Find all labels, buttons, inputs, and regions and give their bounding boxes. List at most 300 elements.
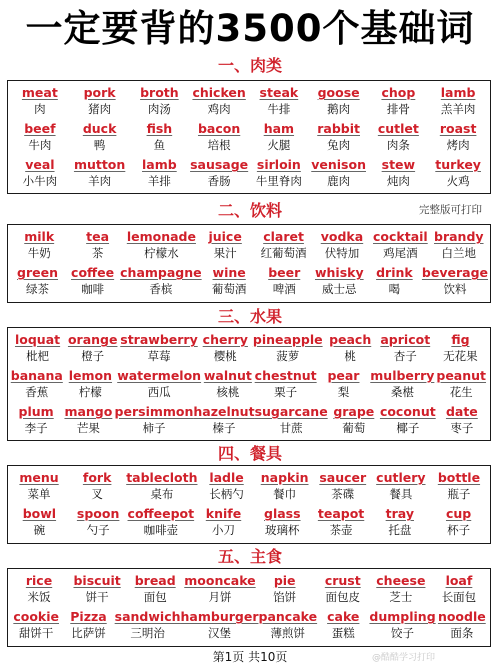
chinese-meaning: 餐具: [389, 487, 413, 501]
english-word: banana: [10, 368, 63, 383]
english-word: plum: [18, 404, 54, 419]
word-entry: [429, 506, 488, 538]
english-word: loquat: [14, 332, 61, 347]
section-title: 三、水果: [217, 307, 282, 326]
english-word: mooncake: [184, 573, 256, 588]
chinese-meaning: 羔羊肉: [440, 102, 476, 116]
english-word: dumpling: [369, 609, 436, 624]
word-entry: [430, 573, 488, 605]
word-entry: [428, 157, 488, 189]
chinese-meaning: 绿茶: [26, 282, 50, 296]
word-entry: [430, 470, 488, 502]
word-table: [7, 568, 491, 647]
word-entry: [62, 609, 114, 641]
chinese-meaning: 月饼: [208, 590, 232, 604]
word-entry: [249, 121, 309, 153]
word-entry: [126, 573, 184, 605]
chinese-meaning: 花生: [449, 385, 473, 399]
word-entry: [249, 85, 309, 117]
english-word: pancake: [258, 609, 318, 624]
english-word: pineapple: [252, 332, 323, 347]
word-row: [10, 121, 488, 153]
word-entry: [313, 229, 371, 261]
chinese-meaning: 枣子: [450, 421, 474, 435]
word-entry: [369, 157, 429, 189]
word-entry: [10, 506, 69, 538]
word-entry: [10, 368, 64, 400]
chinese-meaning: 梨: [337, 385, 350, 399]
english-word: grape: [333, 404, 375, 419]
english-word: walnut: [203, 368, 252, 383]
word-entry: [68, 573, 126, 605]
english-word: wine: [212, 265, 246, 280]
word-entry: [372, 573, 430, 605]
english-word: green: [17, 265, 59, 280]
english-word: milk: [24, 229, 55, 244]
chinese-meaning: 薄煎饼: [270, 626, 306, 640]
english-word: glass: [264, 506, 301, 521]
chinese-meaning: 李子: [24, 421, 48, 435]
chinese-meaning: 面包皮: [325, 590, 361, 604]
english-word: lamb: [142, 157, 177, 172]
english-word: rice: [25, 573, 53, 588]
chinese-meaning: 托盘: [388, 523, 412, 537]
chinese-meaning: 鱼: [153, 138, 166, 152]
english-word: peanut: [436, 368, 487, 383]
chinese-meaning: 肉: [34, 102, 46, 116]
english-word: cherry: [202, 332, 248, 347]
chinese-meaning: 鸡肉: [207, 102, 231, 116]
english-word: sirloin: [256, 157, 301, 172]
word-entry: [193, 404, 254, 436]
chinese-meaning: 兔肉: [327, 138, 351, 152]
english-word: stew: [381, 157, 416, 172]
chinese-meaning: 玻璃杯: [265, 523, 300, 537]
english-word: date: [445, 404, 478, 419]
english-word: pork: [83, 85, 116, 100]
word-entry: [69, 506, 128, 538]
chinese-meaning: 勺子: [86, 523, 110, 537]
word-entry: [372, 470, 430, 502]
english-word: tea: [86, 229, 110, 244]
word-entry: [317, 609, 369, 641]
english-word: loaf: [445, 573, 473, 588]
english-word: lemonade: [126, 229, 196, 244]
chinese-meaning: 三明治: [130, 626, 165, 640]
chinese-meaning: 叉: [91, 487, 103, 501]
word-entry: [120, 332, 197, 364]
english-word: cutlery: [376, 470, 426, 485]
chinese-meaning: 柠檬: [78, 385, 102, 399]
english-word: menu: [19, 470, 59, 485]
english-word: vodka: [320, 229, 364, 244]
page-indicator: 第1页 共10页: [212, 650, 288, 664]
word-entry: [201, 368, 255, 400]
chinese-meaning: 肉汤: [147, 102, 171, 116]
chinese-meaning: 饺子: [391, 626, 415, 640]
word-entry: [68, 229, 126, 261]
word-entry: [64, 368, 118, 400]
english-word: cocktail: [373, 229, 428, 244]
english-word: lamb: [440, 85, 476, 100]
english-word: sugarcane: [254, 404, 328, 419]
word-row: [10, 265, 488, 297]
english-word: strawberry: [120, 332, 198, 347]
english-word: meat: [21, 85, 58, 100]
english-word: orange: [67, 332, 118, 347]
word-entry: [189, 121, 249, 153]
word-entry: [317, 368, 371, 400]
english-word: ladle: [209, 470, 244, 485]
english-word: ham: [263, 121, 295, 136]
english-word: lemon: [68, 368, 113, 383]
word-entry: [115, 609, 181, 641]
chinese-meaning: 猪肉: [88, 102, 112, 116]
english-word: sausage: [190, 157, 249, 172]
chinese-meaning: 火腿: [267, 138, 291, 152]
word-entry: [436, 609, 488, 641]
word-entry: [181, 609, 259, 641]
word-entry: [422, 265, 488, 297]
word-table: [7, 80, 491, 194]
english-word: apricot: [380, 332, 431, 347]
chinese-meaning: 羊排: [147, 174, 171, 188]
chinese-meaning: 长面包: [441, 590, 477, 604]
word-row: [10, 609, 488, 641]
english-word: mutton: [73, 157, 126, 172]
word-entry: [65, 332, 120, 364]
chinese-meaning: 蛋糕: [331, 626, 355, 640]
word-entry: [197, 470, 255, 502]
english-word: rabbit: [317, 121, 360, 136]
word-entry: [312, 506, 371, 538]
chinese-meaning: 碗: [33, 523, 46, 537]
english-word: coffeepot: [127, 506, 195, 521]
english-word: mango: [64, 404, 113, 419]
word-entry: [314, 573, 372, 605]
chinese-meaning: 餐巾: [273, 487, 297, 501]
word-entry: [369, 609, 435, 641]
word-entry: [255, 368, 317, 400]
word-entry: [70, 121, 130, 153]
english-word: hamburger: [180, 609, 259, 624]
chinese-meaning: 芝士: [389, 590, 413, 604]
english-word: pear: [327, 368, 360, 383]
chinese-meaning: 咖啡: [81, 282, 105, 296]
chinese-meaning: 桑椹: [390, 385, 414, 399]
word-row: [10, 404, 488, 436]
chinese-meaning: 葡萄酒: [211, 282, 247, 296]
word-entry: [371, 229, 429, 261]
chinese-meaning: 啤酒: [272, 282, 296, 296]
chinese-meaning: 面包: [143, 590, 167, 604]
word-row: [10, 470, 488, 502]
english-word: Pizza: [70, 609, 107, 624]
english-word: fish: [146, 121, 173, 136]
word-entry: [130, 157, 190, 189]
word-entry: [309, 121, 369, 153]
word-entry: [309, 85, 369, 117]
word-entry: [255, 404, 328, 436]
chinese-meaning: 瓶子: [447, 487, 471, 501]
chinese-meaning: 喝: [388, 282, 401, 296]
chinese-meaning: 核桃: [216, 385, 240, 399]
english-word: juice: [208, 229, 242, 244]
english-word: coconut: [379, 404, 436, 419]
chinese-meaning: 培根: [207, 138, 231, 152]
word-entry: [309, 157, 369, 189]
word-entry: [127, 229, 196, 261]
chinese-meaning: 小刀: [212, 523, 236, 537]
english-word: persimmon: [114, 404, 194, 419]
chinese-meaning: 炖肉: [386, 174, 410, 188]
chinese-meaning: 杯子: [447, 523, 471, 537]
english-word: crust: [324, 573, 361, 588]
word-entry: [434, 368, 488, 400]
word-entry: [380, 404, 436, 436]
chinese-meaning: 香蕉: [25, 385, 49, 399]
english-word: drink: [376, 265, 413, 280]
chinese-meaning: 茶碟: [331, 487, 355, 501]
word-entry: [65, 265, 120, 297]
chinese-meaning: 柠檬水: [144, 246, 179, 260]
word-table: [7, 224, 491, 303]
word-entry: [254, 229, 312, 261]
word-entry: [10, 265, 65, 297]
word-entry: [436, 404, 488, 436]
word-entry: [120, 265, 201, 297]
chinese-meaning: 比萨饼: [71, 626, 106, 640]
word-entry: [328, 404, 380, 436]
english-word: broth: [140, 85, 179, 100]
english-word: bottle: [437, 470, 481, 485]
english-word: claret: [263, 229, 304, 244]
chinese-meaning: 樱桃: [213, 349, 237, 363]
chinese-meaning: 栗子: [274, 385, 298, 399]
chinese-meaning: 牛肉: [28, 138, 52, 152]
chinese-meaning: 馅饼: [273, 590, 297, 604]
word-entry: [126, 470, 197, 502]
word-row: [10, 368, 488, 400]
english-word: steak: [259, 85, 299, 100]
word-entry: [10, 404, 62, 436]
section-title: 一、肉类: [217, 56, 282, 75]
word-entry: [253, 332, 323, 364]
english-word: chestnut: [254, 368, 317, 383]
chinese-meaning: 桌布: [150, 487, 174, 501]
word-entry: [370, 506, 429, 538]
chinese-meaning: 羊肉: [88, 174, 112, 188]
chinese-meaning: 杏子: [393, 349, 417, 363]
chinese-meaning: 茶壶: [329, 523, 353, 537]
english-word: mulberry: [370, 368, 435, 383]
chinese-meaning: 茶: [91, 246, 104, 260]
word-entry: [128, 506, 195, 538]
word-entry: [369, 121, 429, 153]
word-entry: [314, 470, 372, 502]
word-entry: [10, 85, 70, 117]
word-entry: [370, 368, 434, 400]
english-word: brandy: [434, 229, 484, 244]
chinese-meaning: 长柄勺: [209, 487, 244, 501]
word-entry: [256, 573, 314, 605]
word-entry: [312, 265, 367, 297]
word-entry: [369, 85, 429, 117]
english-word: napkin: [260, 470, 309, 485]
english-word: beverage: [421, 265, 488, 280]
word-entry: [367, 265, 422, 297]
chinese-meaning: 饼干: [85, 590, 109, 604]
chinese-meaning: 饮料: [443, 282, 467, 296]
chinese-meaning: 葡萄: [342, 421, 366, 435]
english-word: bread: [134, 573, 176, 588]
section-title: 四、餐具: [217, 444, 282, 463]
english-word: beef: [24, 121, 56, 136]
word-entry: [70, 85, 130, 117]
word-entry: [10, 609, 62, 641]
word-entry: [184, 573, 255, 605]
english-word: roast: [439, 121, 477, 136]
english-word: tablecloth: [126, 470, 198, 485]
chinese-meaning: 牛排: [267, 102, 291, 116]
english-word: sandwich: [114, 609, 181, 624]
chinese-meaning: 枇杷: [26, 349, 50, 363]
chinese-meaning: 西瓜: [147, 385, 171, 399]
word-entry: [194, 506, 253, 538]
chinese-meaning: 榛子: [212, 421, 236, 435]
chinese-meaning: 烤肉: [446, 138, 470, 152]
english-word: cake: [327, 609, 360, 624]
english-word: venison: [311, 157, 366, 172]
english-word: duck: [82, 121, 117, 136]
word-entry: [10, 470, 68, 502]
english-word: tray: [385, 506, 414, 521]
chinese-meaning: 鸭: [93, 138, 106, 152]
word-entry: [428, 85, 488, 117]
chinese-meaning: 白兰地: [441, 246, 477, 260]
word-entry: [115, 404, 194, 436]
word-row: [10, 573, 488, 605]
english-word: coffee: [71, 265, 115, 280]
chinese-meaning: 牛里脊肉: [255, 174, 302, 188]
english-word: fig: [451, 332, 470, 347]
page-title: 一定要背的3500个基础词: [25, 7, 475, 50]
word-entry: [198, 332, 253, 364]
chinese-meaning: 米饭: [27, 590, 51, 604]
word-entry: [202, 265, 257, 297]
english-word: bacon: [197, 121, 241, 136]
chinese-meaning: 草莓: [147, 349, 171, 363]
english-word: saucer: [319, 470, 367, 485]
english-word: teapot: [317, 506, 365, 521]
english-word: knife: [205, 506, 242, 521]
english-word: whisky: [314, 265, 364, 280]
english-word: cookie: [13, 609, 59, 624]
english-word: spoon: [76, 506, 120, 521]
chinese-meaning: 牛奶: [27, 246, 51, 260]
english-word: cup: [445, 506, 472, 521]
chinese-meaning: 鹅肉: [327, 102, 351, 116]
chinese-meaning: 芒果: [76, 421, 100, 435]
word-row: [10, 332, 488, 364]
english-word: bowl: [22, 506, 57, 521]
english-word: goose: [317, 85, 360, 100]
word-entry: [10, 121, 70, 153]
word-table: [7, 327, 491, 441]
chinese-meaning: 咖啡壶: [143, 523, 179, 537]
word-entry: [430, 229, 488, 261]
word-entry: [10, 229, 68, 261]
chinese-meaning: 香槟: [149, 282, 173, 296]
chinese-meaning: 果汁: [213, 246, 237, 260]
section-title: 五、主食: [217, 547, 282, 566]
word-entry: [10, 332, 65, 364]
english-word: noodle: [437, 609, 486, 624]
english-word: fork: [82, 470, 112, 485]
word-row: [10, 506, 488, 538]
chinese-meaning: 汉堡: [208, 626, 232, 640]
chinese-meaning: 香肠: [207, 174, 231, 188]
word-row: [10, 229, 488, 261]
chinese-meaning: 甘蔗: [279, 421, 303, 435]
word-entry: [130, 121, 190, 153]
section-title: 二、饮料: [217, 201, 282, 220]
watermark: @酷酷学习打印: [372, 653, 436, 663]
word-entry: [130, 85, 190, 117]
word-entry: [62, 404, 114, 436]
english-word: biscuit: [73, 573, 121, 588]
word-entry: [189, 157, 249, 189]
word-entry: [257, 265, 312, 297]
word-entry: [10, 157, 70, 189]
word-entry: [259, 609, 318, 641]
english-word: pie: [273, 573, 296, 588]
chinese-meaning: 排骨: [386, 102, 410, 116]
word-entry: [249, 157, 309, 189]
word-entry: [433, 332, 488, 364]
english-word: chicken: [192, 85, 246, 100]
word-entry: [10, 573, 68, 605]
chinese-meaning: 鸡尾酒: [383, 246, 418, 260]
word-row: [10, 157, 488, 189]
english-word: peach: [329, 332, 372, 347]
word-entry: [323, 332, 378, 364]
complete-version-note: 完整版可打印: [419, 204, 482, 216]
word-entry: [196, 229, 254, 261]
english-word: cheese: [376, 573, 426, 588]
english-word: turkey: [435, 157, 481, 172]
english-word: watermelon: [117, 368, 202, 383]
chinese-meaning: 无花果: [443, 349, 478, 363]
chinese-meaning: 桃: [344, 349, 356, 363]
english-word: champagne: [120, 265, 202, 280]
chinese-meaning: 菠萝: [276, 349, 300, 363]
chinese-meaning: 鹿肉: [327, 174, 351, 188]
word-entry: [253, 506, 312, 538]
chinese-meaning: 火鸡: [446, 174, 470, 188]
chinese-meaning: 红葡萄酒: [260, 246, 307, 260]
chinese-meaning: 肉条: [386, 138, 410, 152]
word-entry: [428, 121, 488, 153]
chinese-meaning: 面条: [450, 626, 474, 640]
english-word: beer: [268, 265, 301, 280]
word-row: [10, 85, 488, 117]
word-entry: [189, 85, 249, 117]
english-word: hazelnut: [193, 404, 255, 419]
chinese-meaning: 椰子: [396, 421, 420, 435]
word-entry: [117, 368, 201, 400]
word-entry: [256, 470, 314, 502]
